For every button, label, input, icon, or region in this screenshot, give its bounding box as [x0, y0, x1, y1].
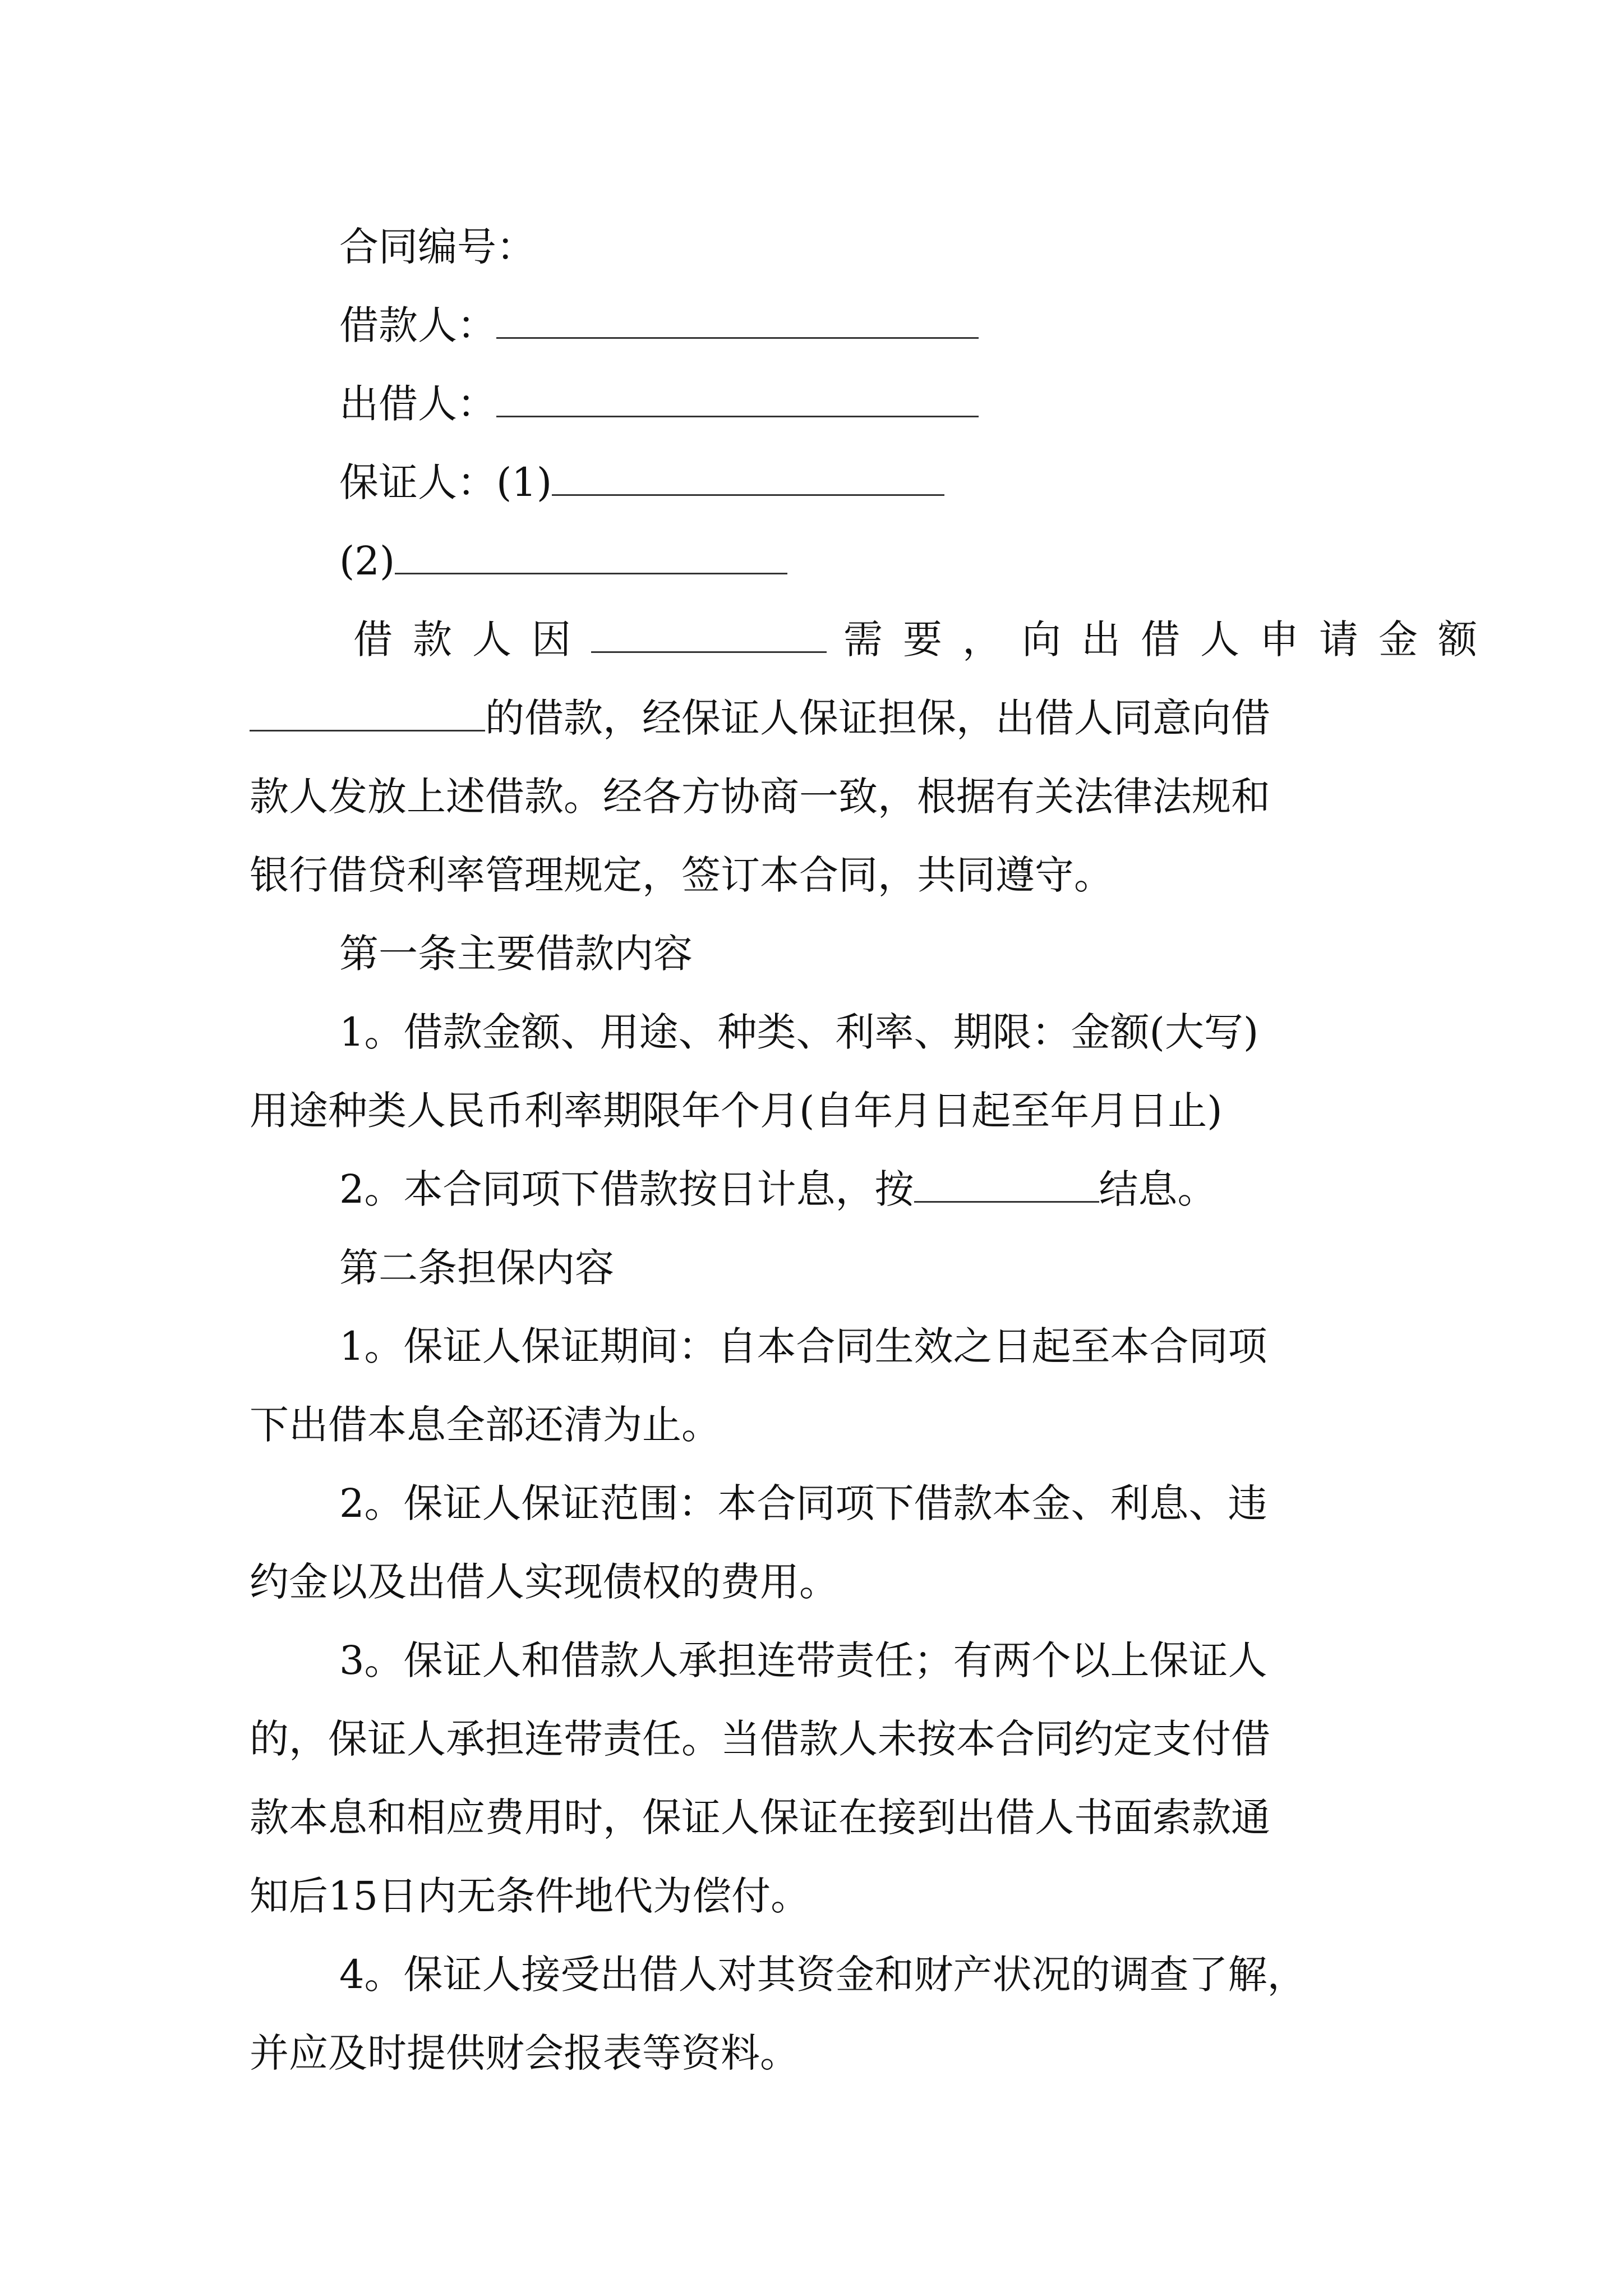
- article-2-item-2-line-1: [250, 1464, 1385, 1543]
- guarantor-line-2: [250, 522, 1385, 600]
- article-2-item-4-line-2: [250, 2014, 1385, 2092]
- article-2-item-3-text-2: 的，保证人承担连带责任。当借款人未按本合同约定支付借: [250, 1716, 1270, 1762]
- intro-line-1: [250, 600, 1497, 679]
- guarantor-label-2: (2): [339, 538, 395, 584]
- article-2-item-3-text-1: 3。保证人和借款人承担连带责任；有两个以上保证人: [339, 1637, 1267, 1683]
- article-2-title: [250, 1228, 1385, 1307]
- intro-text-3: 款人发放上述借款。经各方协商一致，根据有关法律法规和: [250, 774, 1270, 820]
- article-2-item-3-line-4: [250, 1857, 1385, 1935]
- lender-line: [250, 365, 1385, 443]
- guarantor-blank-2: [395, 533, 787, 574]
- borrower-line: [250, 286, 1385, 365]
- borrower-label: 借款人：: [339, 302, 496, 348]
- article-2-item-4-text-1: 4。保证人接受出借人对其资金和财产状况的调查了解，: [339, 1952, 1307, 1998]
- article-2-item-1-line-2: [250, 1386, 1385, 1464]
- article-2-heading: 第二条担保内容: [339, 1245, 614, 1291]
- article-2-item-3-line-1: [250, 1621, 1385, 1700]
- guarantor-line-1: [250, 443, 1385, 522]
- article-1-item-1-line-1: [250, 993, 1385, 1071]
- article-2-item-2-text-1: 2。保证人保证范围：本合同项下借款本金、利息、违: [339, 1480, 1267, 1526]
- intro-line-3: [250, 757, 1385, 836]
- article-1-item-2-text-b: 结息。: [1099, 1166, 1217, 1212]
- article-2-item-3-text-4: 知后15日内无条件地代为偿付。: [250, 1873, 810, 1919]
- article-1-item-2-text-a: 2。本合同项下借款按日计息，按: [339, 1166, 914, 1212]
- contract-body: [250, 208, 1497, 2092]
- intro-line-2: [250, 679, 1385, 757]
- article-2-item-4-text-2: 并应及时提供财会报表等资料。: [250, 2030, 799, 2076]
- intro-text-2: 的借款，经保证人保证担保，出借人同意向借: [485, 695, 1270, 741]
- article-1-item-1-line-2: [250, 1071, 1385, 1150]
- article-2-item-1-text-1: 1。保证人保证期间：自本合同生效之日起至本合同项: [339, 1323, 1267, 1369]
- contract-number-line: [250, 208, 1385, 286]
- article-2-item-3-text-3: 款本息和相应费用时，保证人保证在接到出借人书面索款通: [250, 1795, 1270, 1841]
- article-1-heading: 第一条主要借款内容: [339, 931, 693, 977]
- intro-text-4: 银行借贷利率管理规定，签订本合同，共同遵守。: [250, 852, 1113, 898]
- contract-number-label: 合同编号：: [339, 224, 536, 270]
- guarantor-label-1: 保证人：(1): [339, 459, 552, 505]
- intro-text-1b: 需要，向出借人申请金额: [843, 616, 1497, 662]
- borrower-blank: [496, 298, 979, 339]
- amount-blank: [250, 691, 485, 731]
- article-2-item-2-line-2: [250, 1543, 1385, 1621]
- guarantor-blank-1: [552, 455, 944, 496]
- article-2-item-4-line-1: [250, 1935, 1385, 2014]
- intro-text-1a: 借款人因: [353, 616, 591, 662]
- lender-label: 出借人：: [339, 381, 496, 427]
- article-2-item-3-line-2: [250, 1700, 1385, 1778]
- article-2-item-3-line-3: [250, 1778, 1385, 1857]
- article-1-title: [250, 914, 1385, 993]
- intro-line-4: [250, 836, 1385, 914]
- article-1-item-1-text-2: 用途种类人民币利率期限年个月(自年月日起至年月日止): [250, 1088, 1223, 1134]
- article-2-item-1-line-1: [250, 1307, 1385, 1386]
- article-1-item-2: [250, 1150, 1385, 1228]
- purpose-blank: [591, 612, 827, 653]
- article-2-item-1-text-2: 下出借本息全部还清为止。: [250, 1402, 721, 1448]
- settlement-blank: [914, 1162, 1099, 1203]
- article-1-item-1-text-1: 1。借款金额、用途、种类、利率、期限：金额(大写): [339, 1009, 1259, 1055]
- article-2-item-2-text-2: 约金以及出借人实现债权的费用。: [250, 1559, 838, 1605]
- lender-blank: [496, 376, 979, 417]
